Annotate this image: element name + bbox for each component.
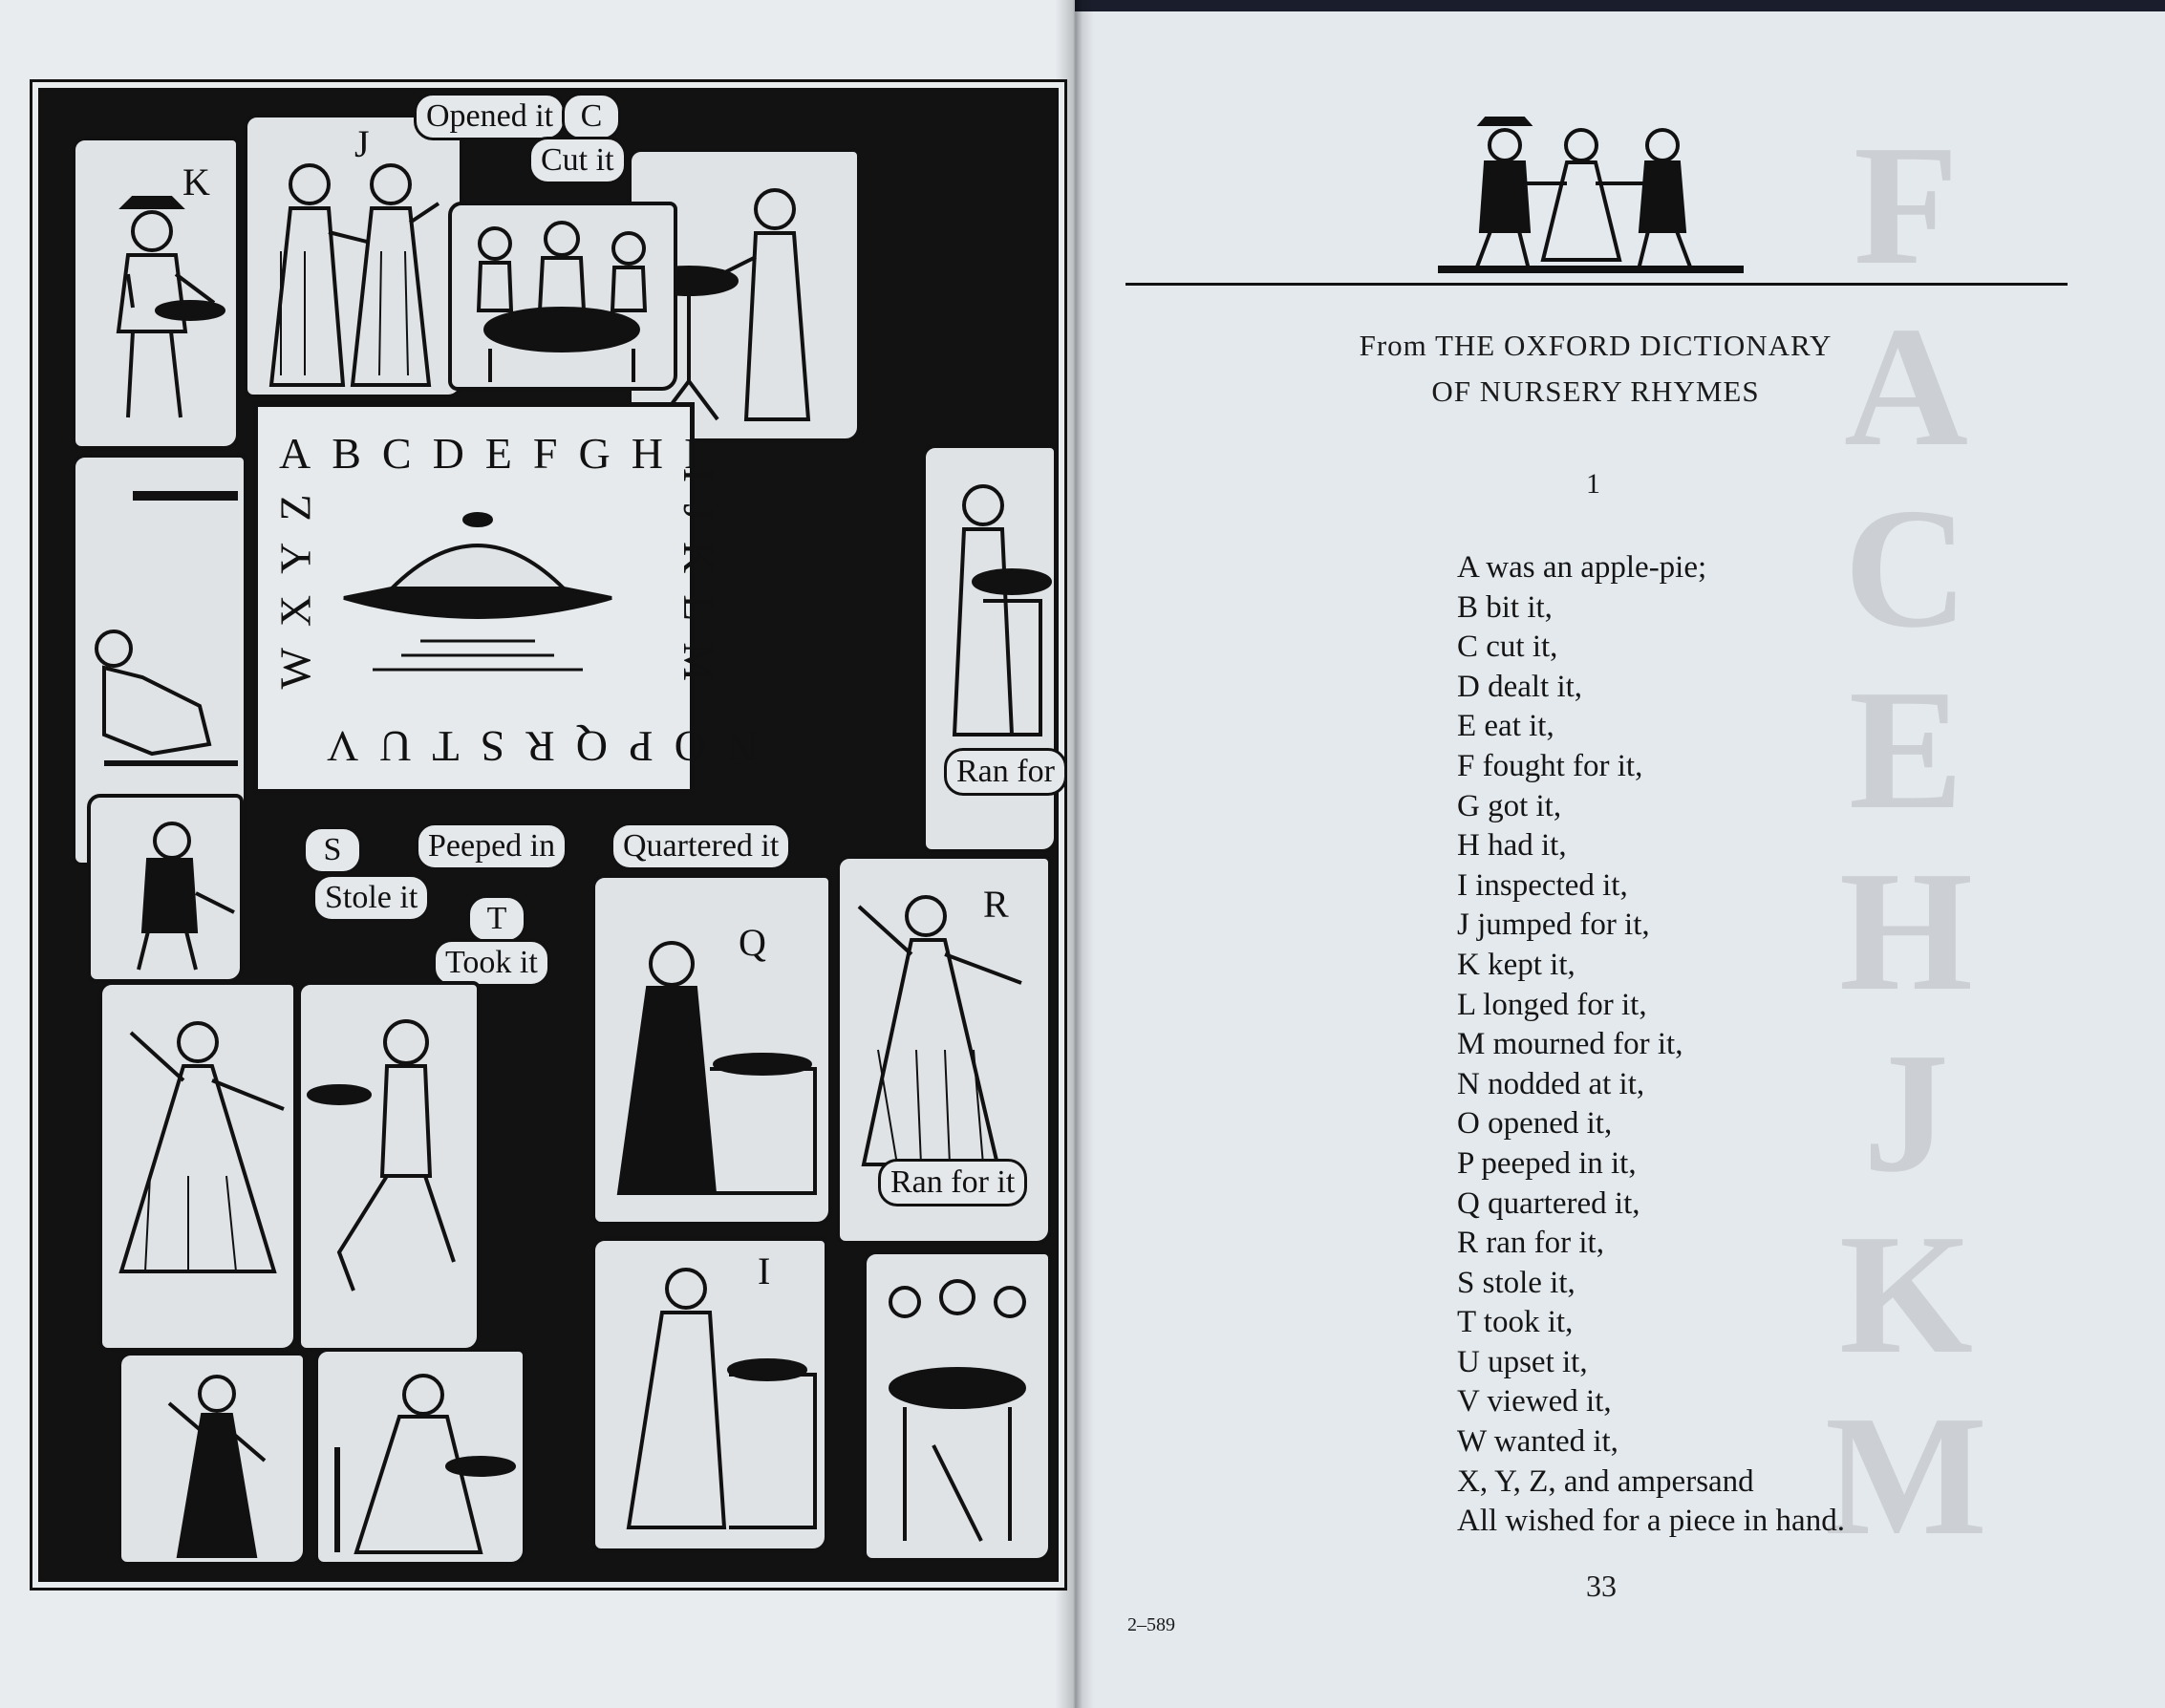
woodcut-girl-waving bbox=[118, 1352, 307, 1566]
letter-r: R bbox=[983, 883, 1009, 926]
rhyme-line: P peeped in it, bbox=[1457, 1145, 1637, 1181]
rhyme-line: T took it, bbox=[1457, 1305, 1574, 1340]
figure-illustration bbox=[452, 205, 674, 387]
letter-q: Q bbox=[739, 921, 766, 964]
rhyme-line: M mourned for it, bbox=[1457, 1027, 1683, 1062]
rhyme-line: O opened it, bbox=[1457, 1106, 1613, 1142]
figure-illustration bbox=[318, 1352, 523, 1562]
rhyme-line: B bit it, bbox=[1457, 589, 1553, 625]
rhyme-line: G got it, bbox=[1457, 788, 1562, 823]
rhyme-line: C cut it, bbox=[1457, 630, 1558, 665]
figure-illustration bbox=[867, 1254, 1048, 1558]
label-c: C bbox=[562, 93, 621, 140]
letter-k: K bbox=[182, 160, 210, 203]
rhyme-line: Q quartered it, bbox=[1457, 1185, 1640, 1221]
woodcut-illustration-plate bbox=[38, 88, 1059, 1582]
rhyme-line: All wished for a piece in hand. bbox=[1457, 1504, 1845, 1539]
figure-illustration bbox=[595, 878, 828, 1222]
alphabet-top-row: ABCDEFGHI bbox=[279, 429, 720, 478]
figure-illustration bbox=[75, 140, 236, 446]
rhyme-line: N nodded at it, bbox=[1457, 1066, 1645, 1101]
figure-illustration bbox=[301, 985, 477, 1348]
woodcut-children-at-table bbox=[448, 202, 677, 391]
woodcut-girl-in-gown bbox=[98, 981, 297, 1352]
letter-j: J bbox=[354, 122, 370, 165]
label-stole-it: Stole it bbox=[312, 874, 430, 922]
woodcut-i-woman-inspecting bbox=[591, 1237, 828, 1552]
three-children-vignette bbox=[1438, 117, 1744, 277]
woodcut-old-woman-seated bbox=[314, 1348, 526, 1566]
label-quartered-it: Quartered it bbox=[611, 822, 791, 870]
woodcut-q-woman-quartering bbox=[591, 874, 832, 1226]
section-number: 1 bbox=[1586, 468, 1600, 500]
alphabet-bottom-row: NOPQRSTUV bbox=[306, 722, 760, 771]
rhyme-line: V viewed it, bbox=[1457, 1384, 1612, 1420]
rhyme-line: F fought for it, bbox=[1457, 748, 1643, 783]
woodcut-s-man-stealing bbox=[87, 794, 244, 983]
alphabet-right-column: IJKLM bbox=[674, 467, 723, 703]
woodcut-j-two-girls bbox=[244, 114, 463, 398]
woodcut-children-wishing bbox=[863, 1250, 1052, 1562]
rhyme-line: D dealt it, bbox=[1457, 669, 1583, 704]
book-gutter bbox=[1056, 0, 1094, 1708]
label-opened-it: Opened it bbox=[414, 93, 566, 140]
label-ran-for: Ran for bbox=[944, 748, 1067, 796]
rhyme-line: L longed for it, bbox=[1457, 987, 1647, 1022]
label-took-it: Took it bbox=[433, 939, 550, 987]
rhyme-text bbox=[1457, 548, 1845, 1542]
label-t: T bbox=[467, 895, 526, 943]
alphabet-left-column: WXYZ bbox=[270, 473, 320, 690]
rhyme-line: U upset it, bbox=[1457, 1344, 1588, 1379]
heading-line-2: OF NURSERY RHYMES bbox=[1431, 374, 1760, 408]
label-cut-it: Cut it bbox=[528, 137, 627, 184]
rhyme-line: J jumped for it, bbox=[1457, 907, 1650, 943]
rhyme-line: A was an apple-pie; bbox=[1457, 550, 1707, 585]
rhyme-line: S stole it, bbox=[1457, 1265, 1576, 1300]
woodcut-k-man-with-pie bbox=[72, 137, 240, 450]
alphabet-center-panel bbox=[253, 402, 760, 794]
rhyme-line: X, Y, Z, and ampersand bbox=[1457, 1463, 1754, 1499]
rhyme-line: K kept it, bbox=[1457, 947, 1576, 982]
rhyme-line: W wanted it, bbox=[1457, 1424, 1618, 1460]
figure-illustration bbox=[247, 117, 460, 395]
apple-pie-illustration bbox=[334, 493, 621, 684]
figure-illustration bbox=[102, 985, 293, 1348]
rhyme-line: E eat it, bbox=[1457, 709, 1554, 744]
label-s: S bbox=[303, 826, 362, 874]
header-rule bbox=[1125, 283, 2068, 286]
heading-line-1: From THE OXFORD DICTIONARY bbox=[1359, 329, 1833, 362]
page-number: 33 bbox=[1586, 1569, 1617, 1603]
print-code: 2–589 bbox=[1127, 1614, 1175, 1635]
label-ran-for-it: Ran for it bbox=[878, 1159, 1027, 1206]
figure-illustration bbox=[121, 1356, 303, 1562]
rhyme-line: H had it, bbox=[1457, 828, 1567, 864]
figure-illustration bbox=[91, 798, 240, 979]
figure-illustration bbox=[595, 1241, 825, 1548]
rhyme-line: I inspected it, bbox=[1457, 867, 1628, 903]
rhyme-line: R ran for it, bbox=[1457, 1226, 1604, 1261]
label-peeped-in: Peeped in bbox=[416, 822, 568, 870]
woodcut-boy-carrying-pie bbox=[297, 981, 481, 1352]
letter-i: I bbox=[758, 1249, 771, 1292]
